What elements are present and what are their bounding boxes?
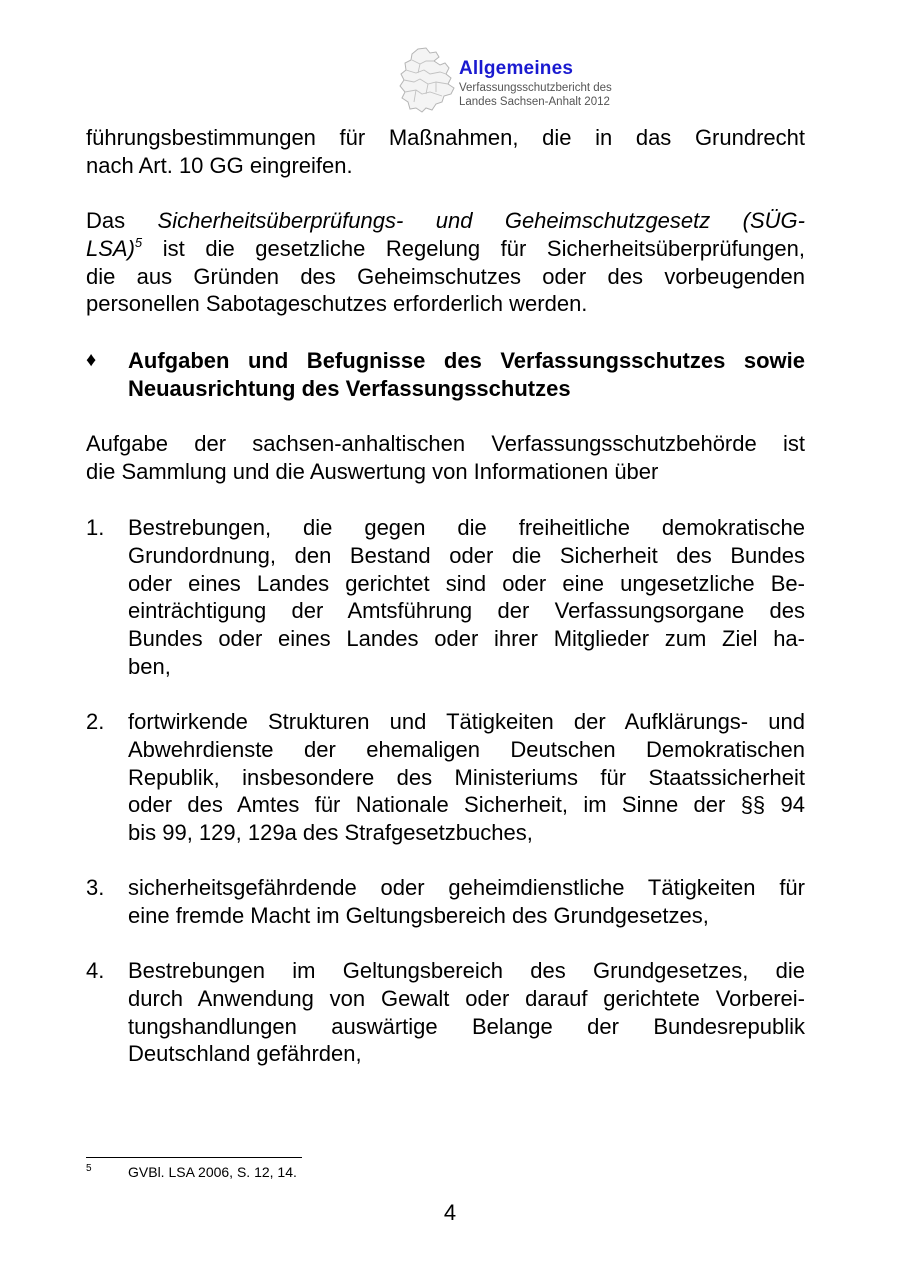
paragraph-3 xyxy=(86,430,805,486)
text-line: die Sammlung und die Auswertung von Informationen über xyxy=(86,458,659,484)
law-abbrev-italic: LSA) xyxy=(86,235,135,261)
text-line: Bestrebungen, die gegen die freiheitliche demokratische xyxy=(128,515,805,540)
list-number: 3. xyxy=(86,875,105,900)
text-line: Aufgabe der sachsen-anhaltischen Verfassungsschutzbehörde ist xyxy=(86,431,805,456)
paragraph-1 xyxy=(86,124,805,180)
text-line: ben, xyxy=(128,653,171,679)
text-line: bis 99, 129, 129a des Strafgesetzbuches, xyxy=(128,820,533,846)
text-line: Deutschland gefährden, xyxy=(128,1041,362,1067)
footnote-number: 5 xyxy=(86,1163,92,1174)
page-number: 4 xyxy=(443,1200,457,1225)
footnote-separator xyxy=(86,1157,302,1158)
text-line: durch Anwendung von Gewalt oder darauf gerichtete Vorberei- xyxy=(128,985,805,1011)
saxony-anhalt-map-icon xyxy=(396,46,458,114)
text-line: oder des Amtes für Nationale Sicherheit, im Sinne der §§ 94 xyxy=(128,792,805,818)
report-subtitle-line1: Verfassungsschutzbericht des xyxy=(459,82,612,94)
diamond-bullet-icon: ♦ xyxy=(86,349,97,371)
list-number: 2. xyxy=(86,709,105,734)
footnote-reference[interactable]: 5 xyxy=(134,234,143,250)
paragraph-2 xyxy=(86,207,805,318)
text-line: sicherheitsgefährdende oder geheimdienstliche Tätigkeiten für xyxy=(128,875,805,900)
text-line: Abwehrdienste der ehemaligen Deutschen Demokratischen xyxy=(128,736,805,762)
footnote-text: GVBl. LSA 2006, S. 12, 14. xyxy=(128,1164,297,1180)
text-fragment: Das xyxy=(86,208,158,233)
text-line: einträchtigung der Amtsführung der Verfassungsorgane des xyxy=(128,598,805,624)
text-line xyxy=(86,207,805,235)
text-line: Grundordnung, den Bestand oder die Sicherheit des Bundes xyxy=(128,542,805,568)
text-line: Bestrebungen im Geltungsbereich des Grundgesetzes, die xyxy=(128,958,805,983)
text-line: fortwirkende Strukturen und Tätigkeiten der Aufklärungs- und xyxy=(128,709,805,734)
text-line: Bundes oder eines Landes oder ihrer Mitglieder zum Ziel ha- xyxy=(128,626,805,652)
text-line: nach Art. 10 GG eingreifen. xyxy=(86,152,353,178)
law-title-italic: Sicherheitsüberprüfungs- und Geheimschutzgesetz (SÜG- xyxy=(157,208,805,233)
text-line: Republik, insbesondere des Ministeriums für Staatssicherheit xyxy=(128,764,805,790)
list-number: 1. xyxy=(86,515,105,540)
heading-line: Aufgaben und Befugnisse des Verfassungsschutzes sowie xyxy=(128,348,805,373)
text-line xyxy=(86,235,805,263)
heading-line: Neuausrichtung des Verfassungsschutzes xyxy=(128,375,571,401)
list-number: 4. xyxy=(86,958,105,983)
text-line: oder eines Landes gerichtet sind oder eine ungesetzliche Be- xyxy=(128,570,805,596)
section-title: Allgemeines xyxy=(459,58,574,79)
report-subtitle-line2: Landes Sachsen-Anhalt 2012 xyxy=(459,96,610,108)
page-header xyxy=(396,44,636,116)
text-line: tungshandlungen auswärtige Belange der Bundesrepublik xyxy=(128,1013,805,1039)
text-fragment: ist die gesetzliche Regelung für Sicherheitsüberprüfungen, xyxy=(142,235,805,261)
text-line: führungsbestimmungen für Maßnahmen, die in das Grundrecht xyxy=(86,125,805,150)
text-line: eine fremde Macht im Geltungsbereich des Grundgesetzes, xyxy=(128,902,709,928)
text-line: personellen Sabotageschutzes erforderlich werden. xyxy=(86,291,588,317)
text-line: die aus Gründen des Geheimschutzes oder des vorbeugenden xyxy=(86,263,805,289)
